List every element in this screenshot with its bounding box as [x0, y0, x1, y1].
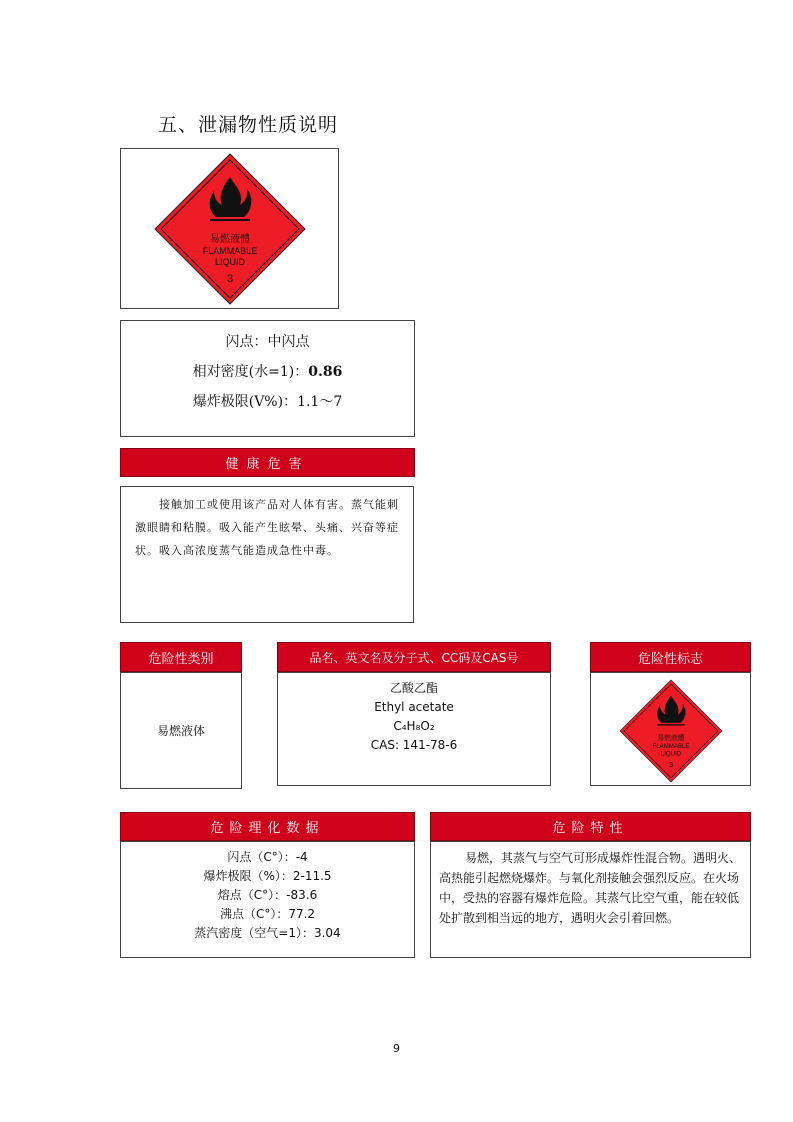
health-hazard-header: 健康危害: [120, 448, 415, 477]
category-header: 危险性类别: [120, 642, 242, 672]
explosion-limit-row: 爆炸极限(V%)：1.1～7: [192, 394, 343, 410]
physchem-line-flash: 闪点（C°）：-4: [227, 850, 308, 864]
physchem-header: 危险理化数据: [120, 812, 415, 841]
molecular-formula: C₄H₈O₂: [393, 719, 435, 733]
placard-class-number: 3: [226, 273, 234, 285]
flammable-liquid-placard-small: [591, 673, 752, 787]
category-value: 易燃液体: [156, 724, 205, 738]
physchem-line-melting: 熔点（C°）：-83.6: [217, 888, 318, 902]
flammable-liquid-placard: [121, 149, 340, 310]
section-heading: 五、泄漏物性质说明: [158, 114, 339, 136]
placard-en-label-2: LIQUID: [214, 257, 246, 267]
flash-point-row: 闪点：中闪点: [225, 334, 310, 350]
en-name: Ethyl acetate: [374, 700, 454, 714]
hazard-placard-box: [120, 148, 339, 309]
mark-header: 危险性标志: [590, 642, 751, 672]
physchem-line-vapor-density: 蒸汽密度（空气=1）：3.04: [194, 926, 341, 940]
page-number: 9: [393, 1042, 400, 1055]
properties-box: [120, 320, 415, 437]
density-row: 相对密度(水=1)：0.86: [192, 364, 343, 380]
small-placard-class-number: 3: [668, 760, 674, 770]
physchem-line-explosion: 爆炸极限（%）：2-11.5: [203, 869, 332, 883]
placard-cn-label: 易燃液體: [210, 234, 250, 245]
hazard-characteristics-header: 危险特性: [430, 812, 751, 841]
placard-en-label-1: FLAMMABLE: [202, 246, 258, 256]
category-box: [120, 672, 242, 789]
naming-header: 品名、英文名及分子式、CC码及CAS号: [277, 642, 551, 672]
small-placard-cn-label: 易燃液體: [657, 734, 685, 742]
health-hazard-text: 接触加工或使用该产品对人体有害。蒸气能刺激眼睛和粘膜。吸入能产生眩晕、头痛、兴奋等症状。吸入高浓度蒸气能造成急性中毒。: [120, 486, 414, 623]
small-placard-en-label-1: FLAMMABLE: [652, 743, 690, 750]
mark-box: [590, 672, 751, 786]
cas-number: CAS: 141-78-6: [370, 738, 458, 752]
hazard-characteristics-text: 易燃，其蒸气与空气可形成爆炸性混合物。遇明火、高热能引起燃烧爆炸。与氧化剂接触会强烈反应。在火场中，受热的容器有爆炸危险。其蒸气比空气重，能在较低处扩散到相当远的地方，遇明火会引着回燃。: [430, 841, 751, 958]
physchem-box: [120, 841, 415, 958]
naming-box: [277, 672, 551, 786]
cn-name: 乙酸乙酯: [389, 681, 438, 695]
physchem-line-boiling: 沸点（C°）：77.2: [219, 907, 316, 921]
small-placard-en-label-2: LIQUID: [660, 750, 682, 758]
